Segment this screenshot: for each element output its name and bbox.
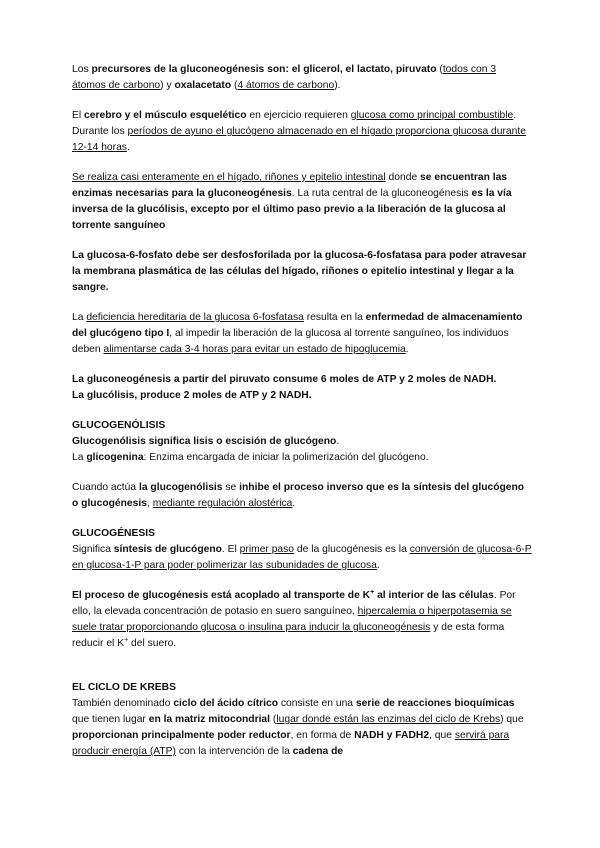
text: y de esta forma reducir el K <box>72 622 505 649</box>
text: El proceso de glucogénesis está acoplado al transporte de K <box>72 590 371 601</box>
text: ( <box>436 64 443 75</box>
underlined-text: lugar donde están las enzimas del ciclo de Krebs <box>276 714 501 725</box>
heading-glucogenolisis: GLUCOGENÓLISIS <box>72 420 166 431</box>
paragraph-krebs <box>72 696 532 760</box>
paragraph-atp-balance <box>72 372 532 404</box>
underlined-text: Se realiza casi enteramente en el hígado, riñones y epitelio intestinal <box>72 172 386 183</box>
text: . Durante los <box>72 110 517 137</box>
document-body <box>72 62 532 774</box>
bold-text <box>72 590 494 601</box>
text: . El <box>221 544 240 555</box>
heading-glucogenesis: GLUCOGÉNESIS <box>72 528 155 539</box>
text: con la intervención de la <box>175 746 293 757</box>
text: de la glucogénesis es la <box>294 544 410 555</box>
text: . <box>126 142 130 153</box>
underlined-text: períodos de ayuno el glucógeno almacenado en el hígado proporciona glucosa durante 12-14 horas <box>72 126 526 153</box>
bold-text: NADH y FADH2 <box>354 730 430 741</box>
text: . La ruta central de la gluconeogénesis <box>291 188 472 199</box>
text: al interior de las células <box>374 590 494 601</box>
text: , <box>146 498 153 509</box>
underlined-text: glucosa como principal combustible <box>350 110 514 121</box>
bold-text: La glucólisis, produce 2 moles de ATP y 2 NADH. <box>72 390 312 401</box>
text: Los <box>72 64 92 75</box>
paragraph-brain-muscle <box>72 108 532 156</box>
paragraph-potassium <box>72 588 532 652</box>
paragraph-deficiency <box>72 310 532 358</box>
text: . <box>376 560 380 571</box>
paragraph-glucogenesis <box>72 542 532 574</box>
text: , que <box>429 730 455 741</box>
text: : Enzima encargada de iniciar la polimerización del glucógeno. <box>143 452 429 463</box>
text: se <box>222 482 240 493</box>
text: en ejercicio requieren <box>246 110 351 121</box>
bold-text: ciclo del ácido cítrico <box>173 698 279 709</box>
text: . Por ello, la elevada concentración de potasio en suero sanguíneo, <box>72 590 516 617</box>
text: que tienen lugar <box>72 714 149 725</box>
bold-text: Glucogenólisis significa lisis o escisión de glucógeno <box>72 436 337 447</box>
text: del suero. <box>128 638 177 649</box>
text: Significa <box>72 544 114 555</box>
text: La <box>72 312 87 323</box>
bold-text: en la matriz mitocondrial <box>148 714 271 725</box>
bold-text: enfermedad de almacenamiento del glucógeno tipo I <box>72 312 523 339</box>
text: ( <box>231 80 238 91</box>
bold-text: La glucosa-6-fosfato debe ser desfosforilada por la glucosa-6-fosfatasa para poder atravesar la membrana plasmática de las células del hígado, riñones o epitelio intestinal y llegar a la sangre. <box>72 250 527 293</box>
text: ). <box>334 80 341 91</box>
bold-text: cerebro y el músculo esquelético <box>84 110 247 121</box>
paragraph-glucose-6-phosphate <box>72 248 532 296</box>
text: donde <box>385 172 421 183</box>
underlined-text: hipercalemia o hiperpotasemia se suele tratar proporcionando glucosa o insulina para inducir la gluconeogénesis <box>72 606 512 633</box>
underlined-text: todos con 3 átomos de carbono <box>72 64 497 91</box>
superscript: + <box>370 589 375 596</box>
paragraph-location <box>72 170 532 234</box>
text: . <box>292 498 296 509</box>
underlined-text: deficiencia hereditaria de la glucosa 6-fosfatasa <box>86 312 304 323</box>
bold-text: oxalacetato <box>174 80 232 91</box>
bold-text: síntesis de glucógeno <box>113 544 222 555</box>
underlined-text: conversión de glucosa-6-P en glucosa-1-P para poder polimerizar las subunidades de glucosa <box>72 544 532 571</box>
superscript: + <box>124 637 129 644</box>
text: ( <box>270 714 277 725</box>
text: resulta en la <box>303 312 366 323</box>
text: . <box>405 344 409 355</box>
bold-text: glicogenina <box>86 452 144 463</box>
underlined-text: alimentarse cada 3-4 horas para evitar un estado de hipoglucemia <box>103 344 406 355</box>
bold-text: proporcionan principalmente poder reductor <box>72 730 291 741</box>
paragraph-inhibition <box>72 480 532 512</box>
text: consiste en una <box>278 698 356 709</box>
spacer <box>72 666 532 680</box>
heading-krebs: EL CICLO DE KREBS <box>72 682 176 693</box>
bold-text: se encuentran las enzimas necesarias para la gluconeogénesis <box>72 172 508 199</box>
underlined-text: servirá para producir energía (ATP) <box>72 730 510 757</box>
bold-text: inhibe el proceso inverso que es la síntesis del glucógeno o glucogénesis <box>72 482 525 509</box>
bold-text: La gluconeogénesis a partir del piruvato consume 6 moles de ATP y 2 moles de NADH. <box>72 374 497 385</box>
text: Cuando actúa <box>72 482 139 493</box>
underlined-text: 4 átomos de carbono <box>237 80 335 91</box>
text: , al impedir la liberación de la glucosa al torrente sanguíneo, los individuos deben <box>72 328 509 355</box>
text: , en forma de <box>290 730 355 741</box>
bold-text: serie de reacciones bioquímicas <box>355 698 515 709</box>
text: El <box>72 110 85 121</box>
bold-text: es la vía inversa de la glucólisis, excepto por el último paso previo a la liberación de la glucosa al torrente sanguíneo <box>72 188 512 231</box>
paragraph-glucogenolisis <box>72 434 532 466</box>
text: ) y <box>160 80 175 91</box>
text: ) que <box>500 714 524 725</box>
paragraph-precursors <box>72 62 532 94</box>
bold-text: precursores de la gluconeogénesis son: el glicerol, el lactato, piruvato <box>91 64 437 75</box>
underlined-text: primer paso <box>239 544 295 555</box>
bold-text: cadena de <box>292 746 344 757</box>
bold-text: la glucogenólisis <box>138 482 223 493</box>
text: También denominado <box>72 698 174 709</box>
underlined-text: mediante regulación alostérica <box>152 498 293 509</box>
text: . <box>336 436 340 447</box>
text: La <box>72 452 87 463</box>
